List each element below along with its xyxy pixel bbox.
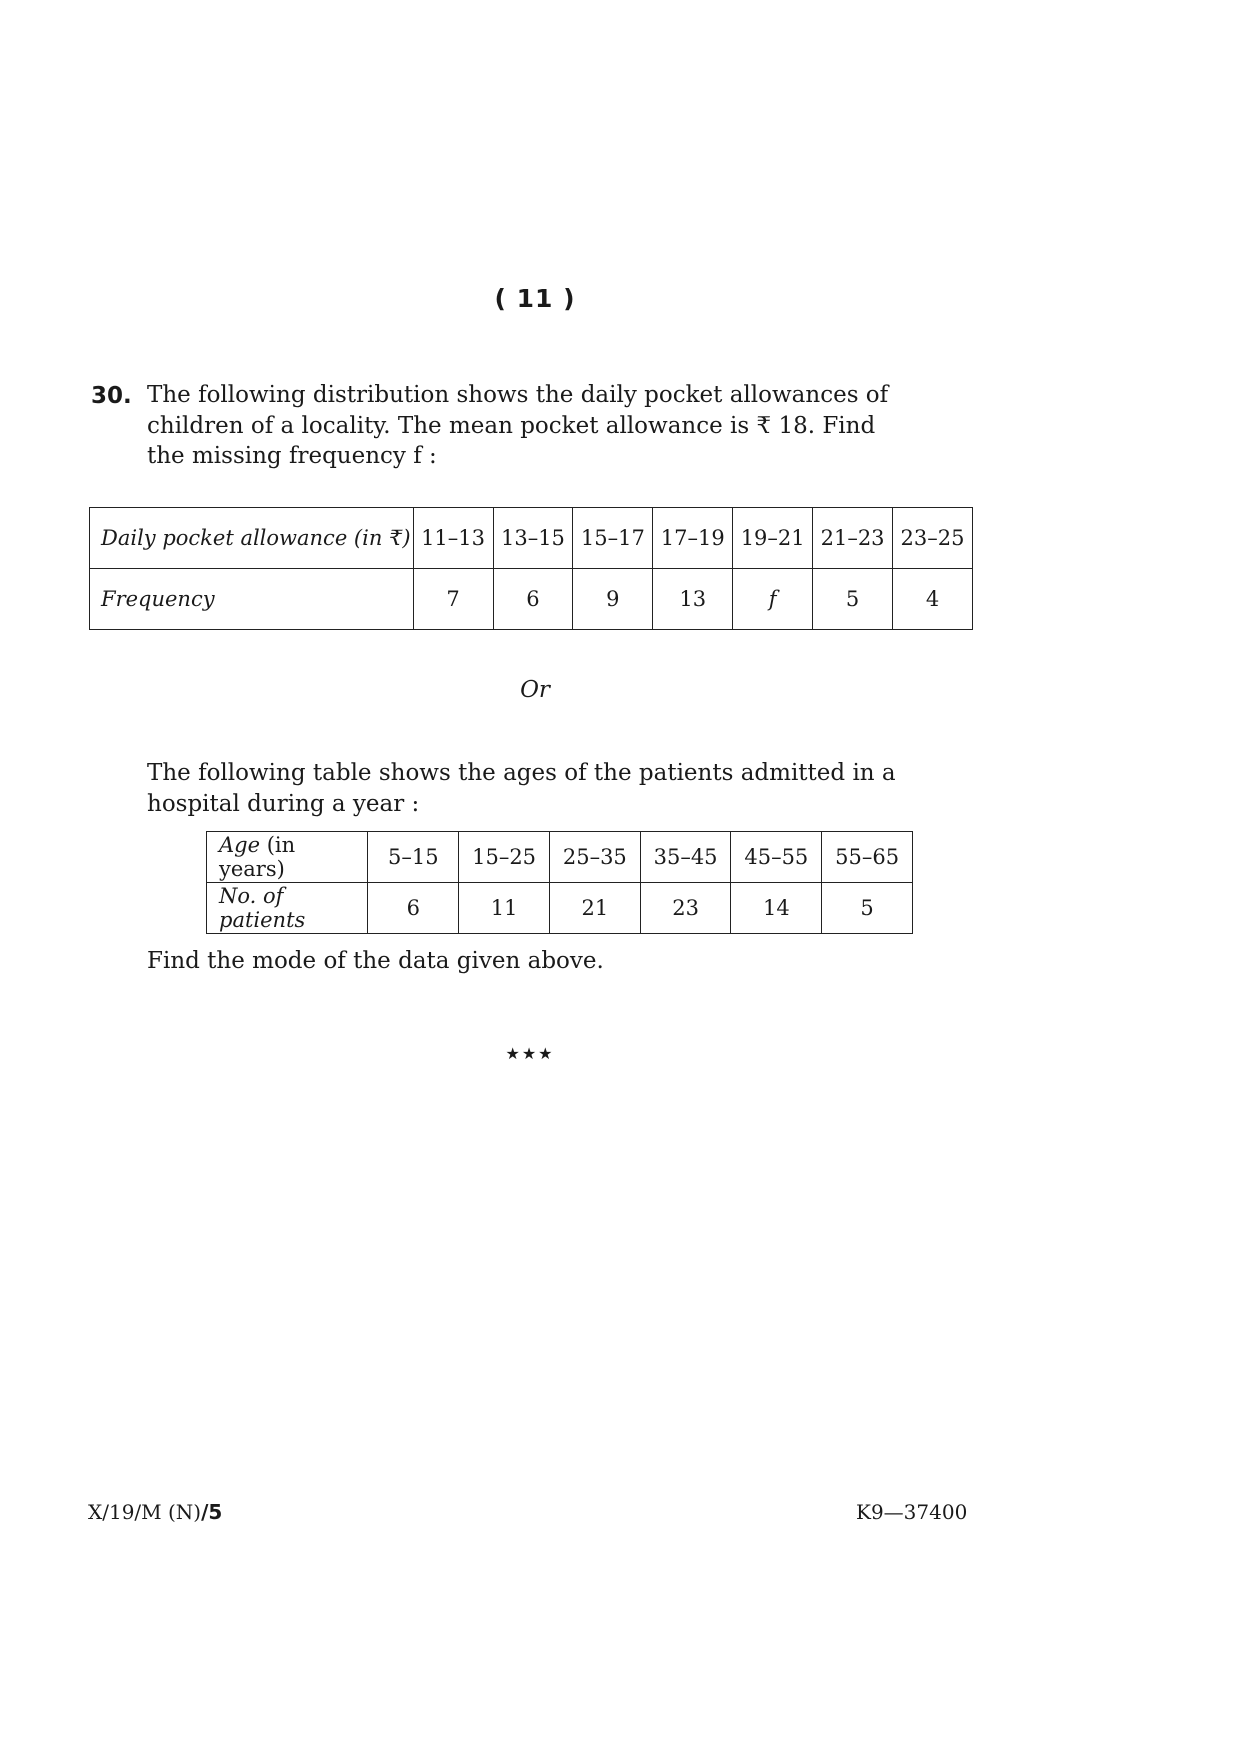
class-interval: 15–17 <box>573 508 653 569</box>
table-row <box>207 883 913 934</box>
question-number: 30. <box>91 383 132 409</box>
row-header-italic: Age <box>219 833 261 857</box>
patients-cell: 21 <box>549 883 640 934</box>
patients-cell: 23 <box>640 883 731 934</box>
frequency-cell: 9 <box>573 569 653 630</box>
age-interval: 5–15 <box>368 832 459 883</box>
mode-instruction: Find the mode of the data given above. <box>147 948 604 974</box>
frequency-cell: 7 <box>413 569 493 630</box>
patients-cell: 5 <box>822 883 913 934</box>
patients-cell: 11 <box>459 883 550 934</box>
question-line: The following distribution shows the daily pocket allowances of <box>147 382 889 408</box>
class-interval: 23–25 <box>893 508 973 569</box>
age-interval: 25–35 <box>549 832 640 883</box>
row-header: Daily pocket allowance (in ₹) <box>90 508 414 569</box>
question-line: The following table shows the ages of the patients admitted in a <box>147 760 896 786</box>
question-line: the missing frequency f : <box>147 443 437 469</box>
row-header: Frequency <box>90 569 414 630</box>
frequency-cell: 6 <box>493 569 573 630</box>
class-interval: 13–15 <box>493 508 573 569</box>
age-interval: 45–55 <box>731 832 822 883</box>
alternative-question-text <box>147 758 927 819</box>
table-row <box>207 832 913 883</box>
row-header-rest: (in years) <box>219 833 296 881</box>
patients-cell: 14 <box>731 883 822 934</box>
table-row <box>90 508 973 569</box>
paper-code-bold: /5 <box>201 1500 223 1524</box>
frequency-cell: 13 <box>653 569 733 630</box>
frequency-cell: 4 <box>893 569 973 630</box>
paper-code <box>88 1500 222 1524</box>
age-interval: 55–65 <box>822 832 913 883</box>
age-interval: 35–45 <box>640 832 731 883</box>
question-line: children of a locality. The mean pocket allowance is ₹ 18. Find <box>147 412 876 439</box>
patients-cell: 6 <box>368 883 459 934</box>
class-interval: 21–23 <box>813 508 893 569</box>
or-separator: Or <box>520 677 550 703</box>
row-header <box>207 832 368 883</box>
question-text <box>147 380 927 472</box>
row-header: No. of patients <box>207 883 368 934</box>
end-stars: ★★★ <box>505 1044 555 1063</box>
patients-age-table <box>206 831 913 934</box>
question-line: hospital during a year : <box>147 790 420 817</box>
print-code: K9—37400 <box>856 1500 968 1524</box>
class-interval: 19–21 <box>733 508 813 569</box>
frequency-cell: f <box>733 569 813 630</box>
class-interval: 11–13 <box>413 508 493 569</box>
class-interval: 17–19 <box>653 508 733 569</box>
page-number: ( 11 ) <box>494 284 576 313</box>
table-row <box>90 569 973 630</box>
allowance-table <box>89 507 973 630</box>
age-interval: 15–25 <box>459 832 550 883</box>
paper-code-text: X/19/M (N) <box>88 1500 202 1524</box>
frequency-cell: 5 <box>813 569 893 630</box>
